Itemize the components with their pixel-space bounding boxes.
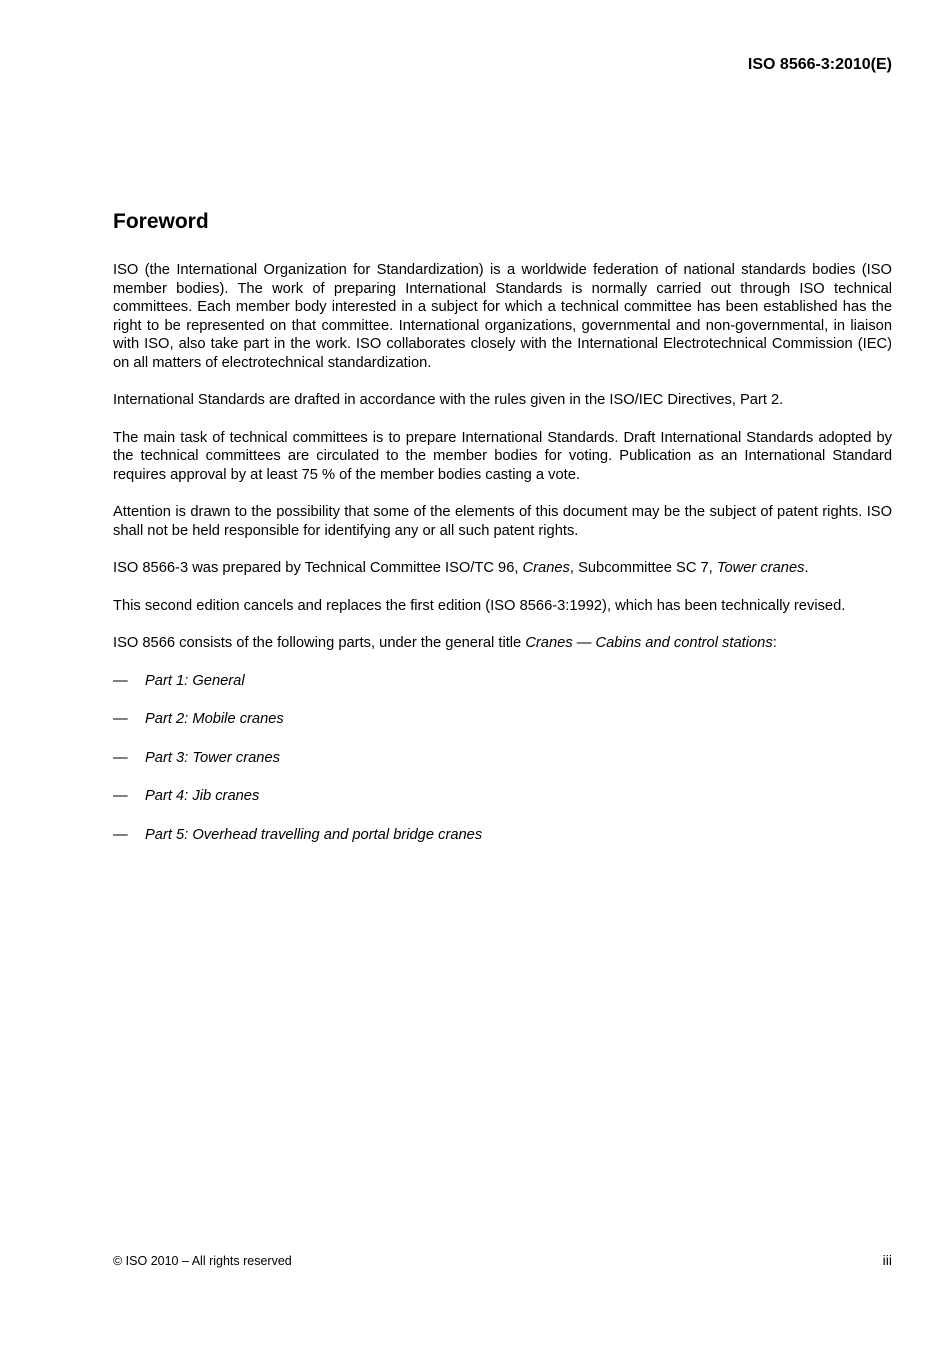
page-title: Foreword bbox=[113, 210, 209, 233]
paragraph-committees-task: The main task of technical committees is to prepare International Standards. Draft International Standards adopted by the technical committees are circulated to the member bodies for voting. Publication as an International Standard requires approval by at least 75 % of the member bodies casting a vote. bbox=[113, 429, 892, 483]
general-title: Cranes — Cabins and control stations bbox=[525, 635, 773, 651]
list-dash: — bbox=[113, 788, 128, 804]
page-number: iii bbox=[882, 1252, 892, 1268]
list-dash: — bbox=[113, 672, 128, 689]
list-item bbox=[113, 672, 892, 691]
document-reference: ISO 8566-3:2010(E) bbox=[747, 56, 892, 73]
list-item bbox=[113, 710, 892, 729]
parts-intro-text-1: ISO 8566 consists of the following parts, under the general title bbox=[113, 635, 526, 651]
page-content bbox=[113, 208, 892, 864]
part-title: Part 4: Jib cranes bbox=[145, 788, 260, 804]
paragraph-patent-rights: Attention is drawn to the possibility that some of the elements of this document may be the subject of patent rights. ISO shall not be held responsible for identifying any or all such patent rights. bbox=[113, 504, 892, 539]
list-item bbox=[113, 826, 892, 845]
paragraph-edition: This second edition cancels and replaces the first edition (ISO 8566-3:1992), which has been technically revised. bbox=[113, 597, 846, 614]
subcommittee-title: Tower cranes bbox=[716, 560, 805, 576]
list-dash: — bbox=[113, 711, 128, 727]
prepared-by-text-2: , Subcommittee SC 7, bbox=[569, 560, 717, 576]
part-title: Part 2: Mobile cranes bbox=[145, 711, 284, 727]
list-dash: — bbox=[113, 826, 128, 843]
committee-title: Cranes bbox=[522, 560, 570, 576]
copyright-notice: © ISO 2010 – All rights reserved bbox=[113, 1254, 292, 1268]
paragraph-parts-intro bbox=[113, 634, 892, 653]
parts-intro-text-2: : bbox=[772, 635, 777, 651]
part-title: Part 1: General bbox=[145, 672, 245, 689]
prepared-by-text-3: . bbox=[804, 560, 809, 576]
list-item bbox=[113, 749, 892, 768]
parts-list bbox=[113, 672, 892, 845]
paragraph-iso-intro: ISO (the International Organization for Standardization) is a worldwide federation of national standards bodies (ISO member bodies). The work of preparing International Standards is normally carried out through ISO technical committees. Each member body interested in a subject for which a technical committee has been established has the right to be represented on that committee. International organizations, governmental and non-governmental, in liaison with ISO, also take part in the work. ISO collaborates closely with the International Electrotechnical Commission (IEC) on all matters of electrotechnical standardization. bbox=[113, 262, 892, 371]
paragraph-prepared-by bbox=[113, 559, 892, 578]
prepared-by-text-1: ISO 8566-3 was prepared by Technical Committee ISO/TC 96, bbox=[113, 560, 523, 576]
list-item bbox=[113, 787, 892, 806]
part-title: Part 5: Overhead travelling and portal bridge cranes bbox=[145, 826, 483, 843]
part-title: Part 3: Tower cranes bbox=[145, 749, 280, 766]
paragraph-directives: International Standards are drafted in accordance with the rules given in the ISO/IEC Directives, Part 2. bbox=[113, 392, 784, 408]
list-dash: — bbox=[113, 749, 128, 766]
